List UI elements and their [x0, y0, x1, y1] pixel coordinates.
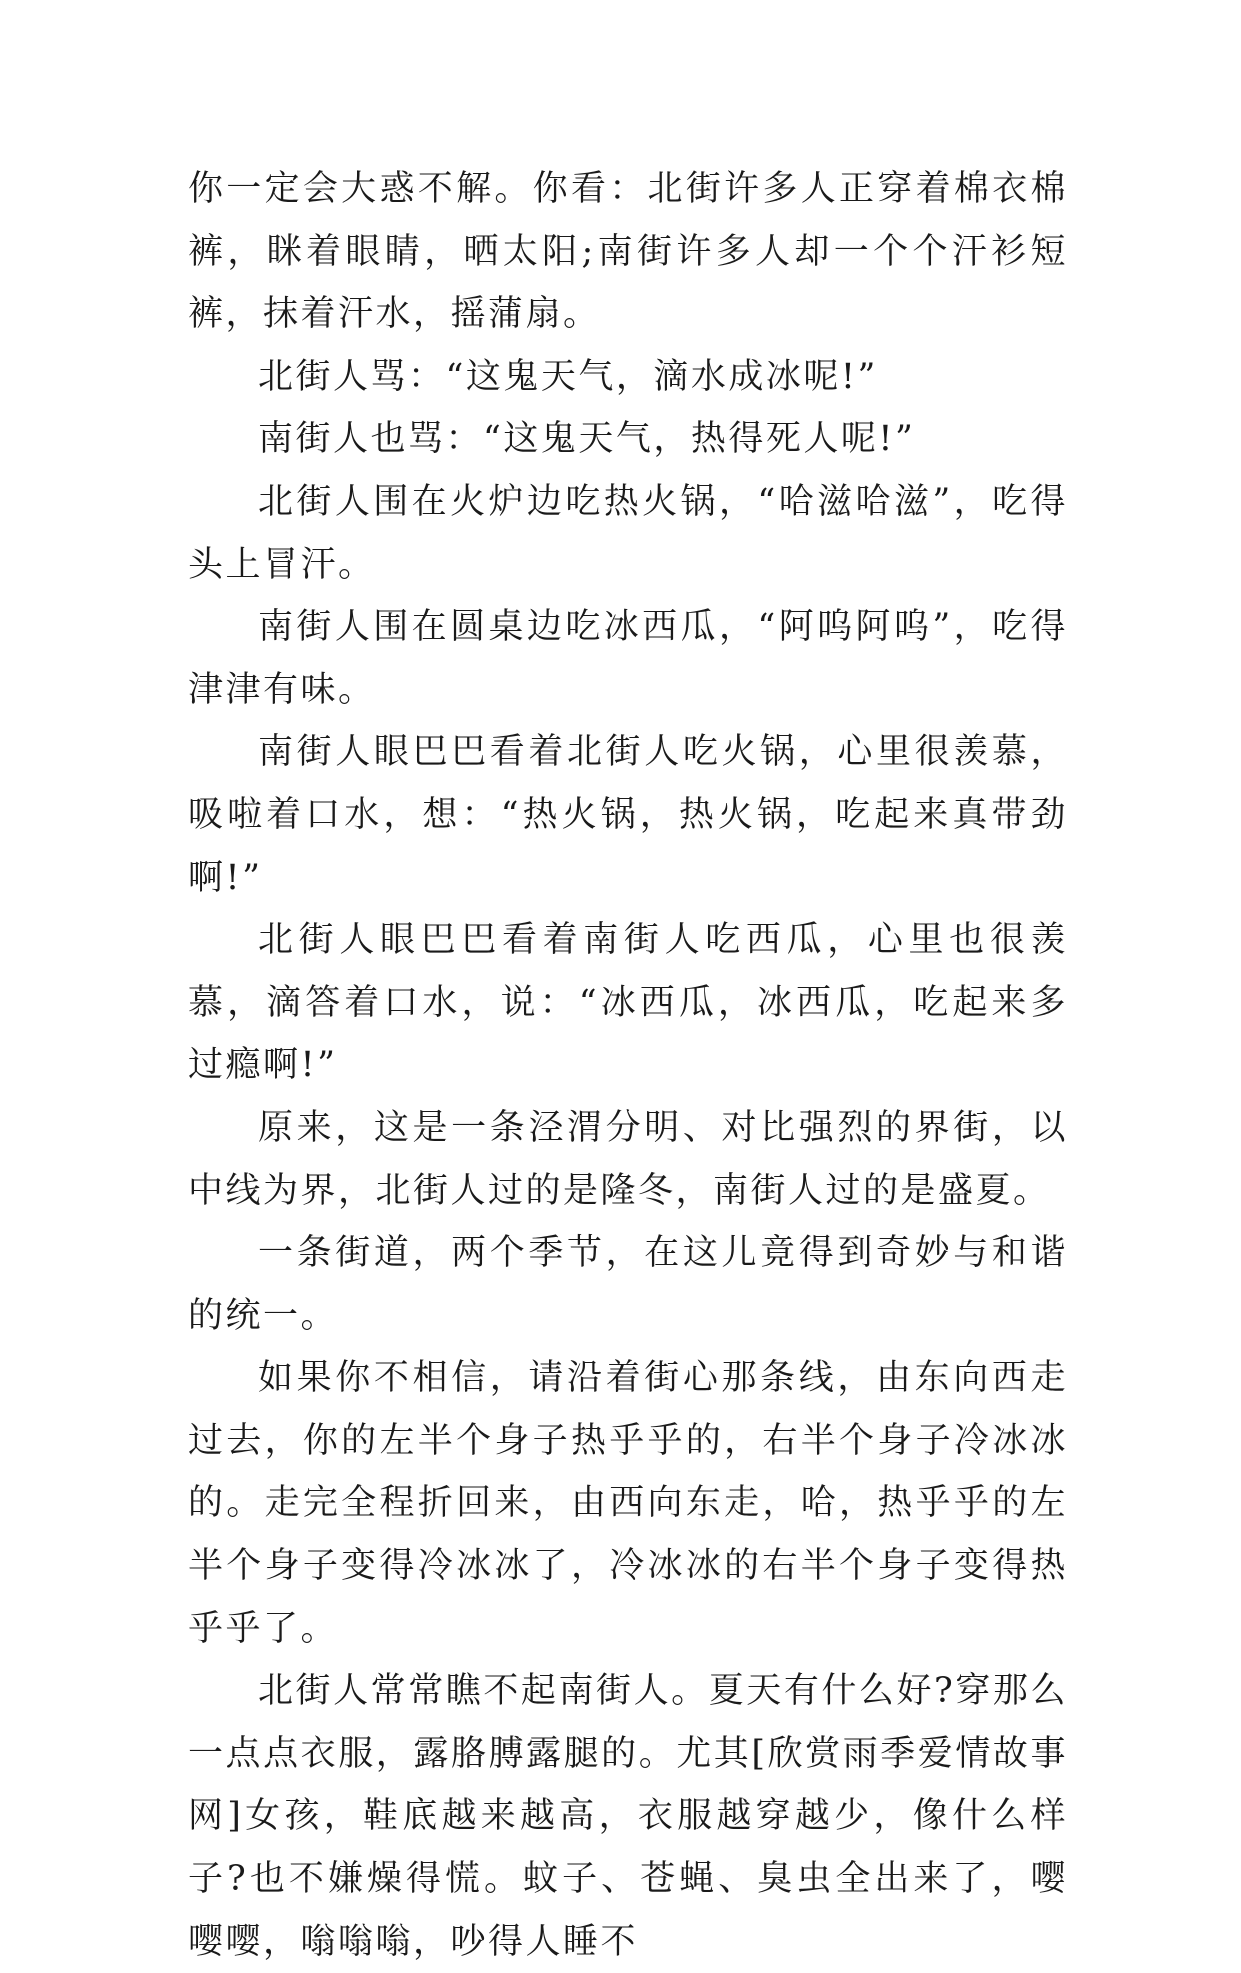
- paragraph: 南街人围在圆桌边吃冰西瓜，“阿呜阿呜”，吃得津津有味。: [188, 607, 1068, 710]
- body-text: [188, 158, 1068, 1973]
- paragraph: 南街人眼巴巴看着北街人吃火锅，心里很羡慕，吸啦着口水，想：“热火锅，热火锅，吃起来真带劲啊!”: [188, 732, 1068, 898]
- paragraph: 你一定会大惑不解。你看：北街许多人正穿着棉衣棉裤，眯着眼睛，晒太阳;南街许多人却一个个汗衫短裤，抹着汗水，摇蒲扇。: [188, 169, 1068, 335]
- paragraph: 北街人眼巴巴看着南街人吃西瓜，心里也很羡慕，滴答着口水，说：“冰西瓜，冰西瓜，吃起来多过瘾啊!”: [188, 920, 1068, 1086]
- paragraph: 北街人常常瞧不起南街人。夏天有什么好?穿那么一点点衣服，露胳膊露腿的。尤其[欣赏雨季爱情故事网]女孩，鞋底越来越高，衣服越穿越少，像什么样子?也不嫌燥得慌。蚊子、苍蝇、臭虫全出来了，嘤嘤嘤，嗡嗡嗡，吵得人睡不: [188, 1671, 1068, 1962]
- paragraph: 一条街道，两个季节，在这儿竟得到奇妙与和谐的统一。: [188, 1233, 1068, 1336]
- paragraph: 如果你不相信，请沿着街心那条线，由东向西走过去，你的左半个身子热乎乎的，右半个身子冷冰冰的。走完全程折回来，由西向东走，哈，热乎乎的左半个身子变得冷冰冰了，冷冰冰的右半个身子变得热乎乎了。: [188, 1358, 1068, 1649]
- paragraph: 原来，这是一条泾渭分明、对比强烈的界街，以中线为界，北街人过的是隆冬，南街人过的是盛夏。: [188, 1107, 1068, 1211]
- paragraph: 北街人骂：“这鬼天气，滴水成冰呢!”: [258, 356, 878, 397]
- paragraph: 南街人也骂：“这鬼天气，热得死人呢!”: [258, 419, 916, 460]
- paragraph: 北街人围在火炉边吃热火锅，“哈滋哈滋”，吃得头上冒汗。: [188, 481, 1068, 585]
